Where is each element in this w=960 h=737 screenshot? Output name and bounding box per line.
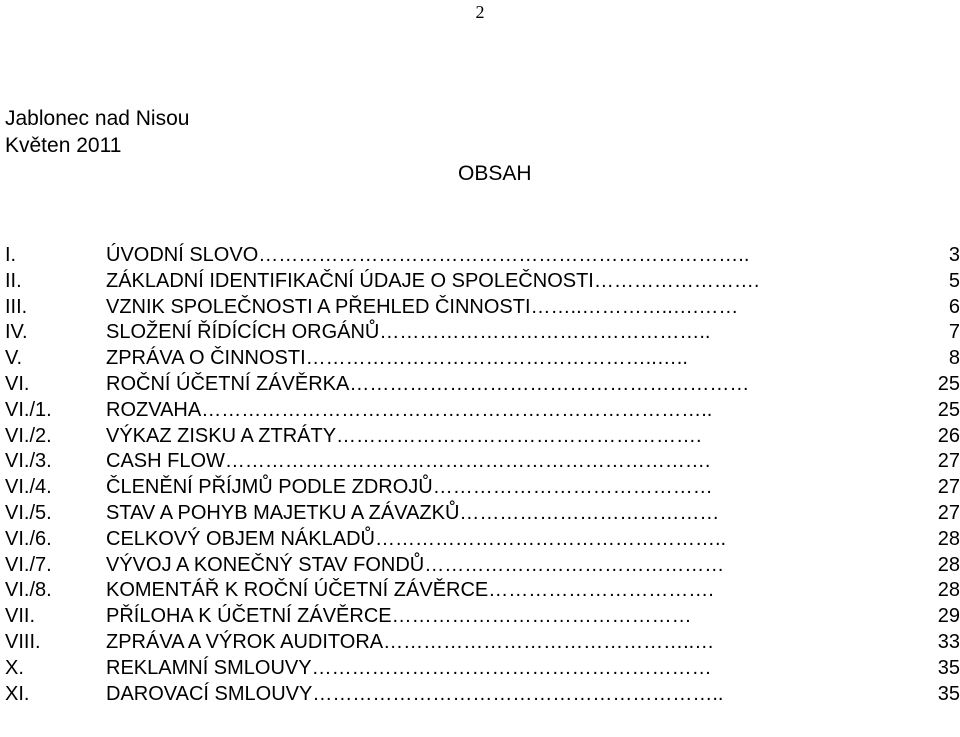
toc-title: CASH FLOW………………………………………………………………. xyxy=(106,450,711,473)
toc-page-number: 25 xyxy=(937,372,960,395)
toc-page-number: 35 xyxy=(937,682,960,705)
toc-title: ROZVAHA………………………………………………………………….. xyxy=(106,398,713,421)
toc-number: III. xyxy=(5,295,28,318)
toc-row xyxy=(5,604,960,630)
toc-row xyxy=(5,527,960,553)
toc-title: DAROVACÍ SMLOUVY…………………………………………………….. xyxy=(106,682,724,705)
toc-row xyxy=(5,656,960,682)
toc-number: II. xyxy=(5,269,22,292)
toc-number: VI./4. xyxy=(5,476,52,499)
toc-number: V. xyxy=(5,347,23,370)
toc-page-number: 26 xyxy=(937,424,960,447)
toc-page-number: 28 xyxy=(937,553,960,576)
toc-number: VI./6. xyxy=(5,527,52,550)
toc-title: SLOŽENÍ ŘÍDÍCÍCH ORGÁNŮ………………………………………….. xyxy=(106,321,711,344)
toc-row xyxy=(5,295,960,321)
toc-page-number: 5 xyxy=(948,269,960,292)
toc-number: X. xyxy=(5,656,24,679)
date-text: Květen 2011 xyxy=(5,134,122,157)
toc-title: VÝKAZ ZISKU A ZTRÁTY………………………………………………. xyxy=(106,424,702,447)
toc-row xyxy=(5,630,960,656)
toc-number: VII. xyxy=(5,605,36,628)
page-number: 2 xyxy=(475,2,485,22)
toc-row xyxy=(5,372,960,398)
toc-row xyxy=(5,424,960,450)
toc-row xyxy=(5,346,960,372)
toc-row xyxy=(5,501,960,527)
toc-page-number: 27 xyxy=(937,476,960,499)
toc-title: VÝVOJ A KONEČNÝ STAV FONDŮ……………………………………… xyxy=(106,553,725,576)
toc-page-number: 25 xyxy=(937,398,960,421)
toc-title: STAV A POHYB MAJETKU A ZÁVAZKŮ………………………………… xyxy=(106,501,720,524)
toc-title: REKLAMNÍ SMLOUVY…………………………………………………… xyxy=(106,656,712,679)
toc-title: ZPRÁVA A VÝROK AUDITORA………………………………………..… xyxy=(106,630,715,653)
toc-title: CELKOVÝ OBJEM NÁKLADŮ…………………………………………….. xyxy=(106,527,727,550)
toc-title: KOMENTÁŘ K ROČNÍ ÚČETNÍ ZÁVĚRCE……………………………. xyxy=(106,579,714,602)
toc-title: ÚVODNÍ SLOVO……………………………………………………………….. xyxy=(106,244,750,266)
toc-row xyxy=(5,553,960,579)
toc-number: I. xyxy=(5,244,17,266)
toc-title: VZNIK SPOLEČNOSTI A PŘEHLED ČINNOSTI……..…………..….…… xyxy=(106,295,739,318)
toc-number: VI./5. xyxy=(5,501,52,524)
toc-title: PŘÍLOHA K ÚČETNÍ ZÁVĚRCE……………………………………… xyxy=(106,605,692,628)
toc-page-number: 33 xyxy=(937,630,960,653)
toc-number: VI. xyxy=(5,372,30,395)
toc-number: VI./1. xyxy=(5,398,52,421)
toc-page-number: 27 xyxy=(937,450,960,473)
toc-page-number: 28 xyxy=(937,527,960,550)
toc-page-number: 3 xyxy=(948,244,960,266)
toc-row xyxy=(5,449,960,475)
toc-number: VIII. xyxy=(5,630,41,653)
toc-title: ČLENĚNÍ PŘÍJMŮ PODLE ZDROJŮ…………………………………… xyxy=(106,476,713,499)
toc-title: ROČNÍ ÚČETNÍ ZÁVĚRKA…………………………………………………… xyxy=(106,372,750,395)
toc-number: VI./2. xyxy=(5,424,52,447)
toc-page-number: 8 xyxy=(948,347,960,370)
toc-row xyxy=(5,269,960,295)
toc-number: IV. xyxy=(5,321,28,344)
toc-row xyxy=(5,682,960,708)
toc-title: ZPRÁVA O ČINNOSTI……………………………………………..….. xyxy=(106,347,688,370)
toc-number: VI./8. xyxy=(5,579,52,602)
toc-title: ZÁKLADNÍ IDENTIFIKAČNÍ ÚDAJE O SPOLEČNOSTI……………………. xyxy=(106,269,760,292)
place-text: Jablonec nad Nisou xyxy=(5,107,190,130)
toc-row xyxy=(5,243,960,269)
table-of-contents xyxy=(5,243,960,707)
toc-page-number: 7 xyxy=(948,321,960,344)
toc-row xyxy=(5,475,960,501)
toc-number: VI./7. xyxy=(5,553,52,576)
toc-number: VI./3. xyxy=(5,450,52,473)
contents-heading: OBSAH xyxy=(458,162,532,185)
place-date-block xyxy=(5,105,189,159)
toc-page-number: 27 xyxy=(937,501,960,524)
toc-row xyxy=(5,578,960,604)
toc-number: XI. xyxy=(5,682,30,705)
toc-row xyxy=(5,320,960,346)
toc-page-number: 29 xyxy=(937,605,960,628)
toc-page-number: 6 xyxy=(948,295,960,318)
toc-row xyxy=(5,398,960,424)
toc-page-number: 28 xyxy=(937,579,960,602)
toc-page-number: 35 xyxy=(937,656,960,679)
